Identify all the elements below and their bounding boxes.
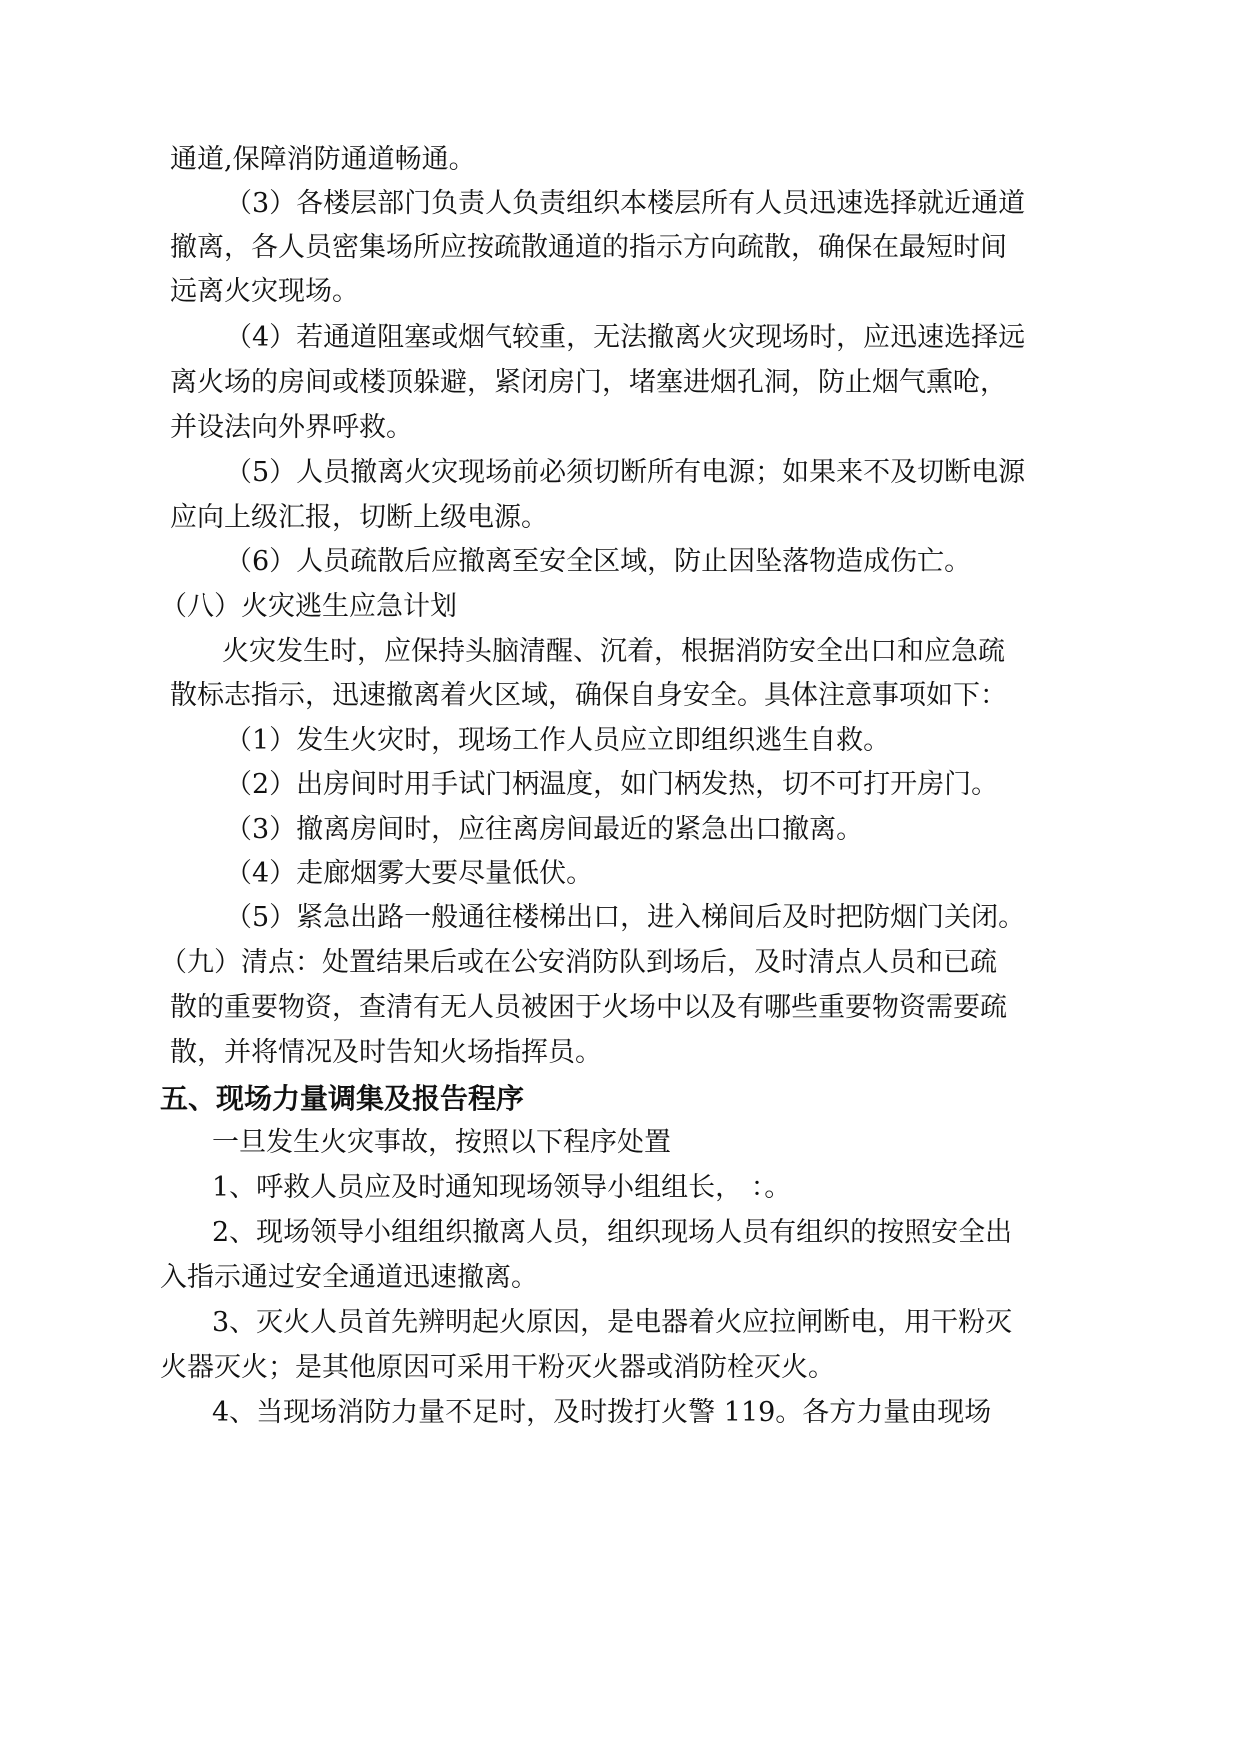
text-line: 散的重要物资，查清有无人员被困于火场中以及有哪些重要物资需要疏	[170, 992, 1007, 1023]
section-heading: 五、现场力量调集及报告程序	[160, 1082, 525, 1115]
text-line: 火灾发生时，应保持头脑清醒、沉着，根据消防安全出口和应急疏	[222, 636, 1005, 667]
text-line: （3）各楼层部门负责人负责组织本楼层所有人员迅速选择就近通道	[225, 188, 1026, 219]
text-line: 离火场的房间或楼顶躲避，紧闭房门，堵塞进烟孔洞，防止烟气熏呛，	[170, 367, 1007, 398]
text-line: 火器灭火；是其他原因可采用干粉灭火器或消防栓灭火。	[160, 1352, 835, 1383]
text-line: （5）人员撤离火灾现场前必须切断所有电源；如果来不及切断电源	[225, 457, 1026, 488]
text-line: 入指示通过安全通道迅速撤离。	[160, 1262, 538, 1293]
text-line: 应向上级汇报，切断上级电源。	[170, 502, 548, 533]
text-line: 3、灭火人员首先辨明起火原因，是电器着火应拉闸断电，用干粉灭	[212, 1307, 1013, 1338]
text-line: 散，并将情况及时告知火场指挥员。	[170, 1037, 602, 1068]
text-line: （4）若通道阻塞或烟气较重，无法撤离火灾现场时，应迅速选择远	[225, 322, 1026, 353]
text-line: （1）发生火灾时，现场工作人员应立即组织逃生自救。	[225, 725, 891, 756]
text-line: 4、当现场消防力量不足时，及时拨打火警 119。各方力量由现场	[212, 1397, 992, 1428]
text-line: 2、现场领导小组组织撤离人员，组织现场人员有组织的按照安全出	[212, 1217, 1013, 1248]
text-line: （4）走廊烟雾大要尽量低伏。	[225, 858, 594, 889]
section-subheading: （八）火灾逃生应急计划	[160, 591, 457, 622]
text-line: 通道,保障消防通道畅通。	[170, 144, 476, 175]
text-line: （2）出房间时用手试门柄温度，如门柄发热，切不可打开房门。	[225, 769, 999, 800]
text-line: 1、呼救人员应及时通知现场领导小组组长， ：。	[212, 1172, 792, 1203]
text-line: （6）人员疏散后应撤离至安全区域，防止因坠落物造成伤亡。	[225, 546, 972, 577]
text-line: 一旦发生火灾事故，按照以下程序处置	[212, 1127, 671, 1158]
text-line: 撤离，各人员密集场所应按疏散通道的指示方向疏散，确保在最短时间	[170, 232, 1007, 263]
text-line: 远离火灾现场。	[170, 276, 359, 307]
text-line: （5）紧急出路一般通往楼梯出口，进入梯间后及时把防烟门关闭。	[225, 902, 1026, 933]
text-line: （3）撤离房间时，应往离房间最近的紧急出口撤离。	[225, 814, 864, 845]
text-line: 散标志指示，迅速撤离着火区域，确保自身安全。具体注意事项如下：	[170, 680, 1007, 711]
text-line: （九）清点：处置结果后或在公安消防队到场后，及时清点人员和已疏	[160, 947, 997, 978]
text-line: 并设法向外界呼救。	[170, 412, 413, 443]
